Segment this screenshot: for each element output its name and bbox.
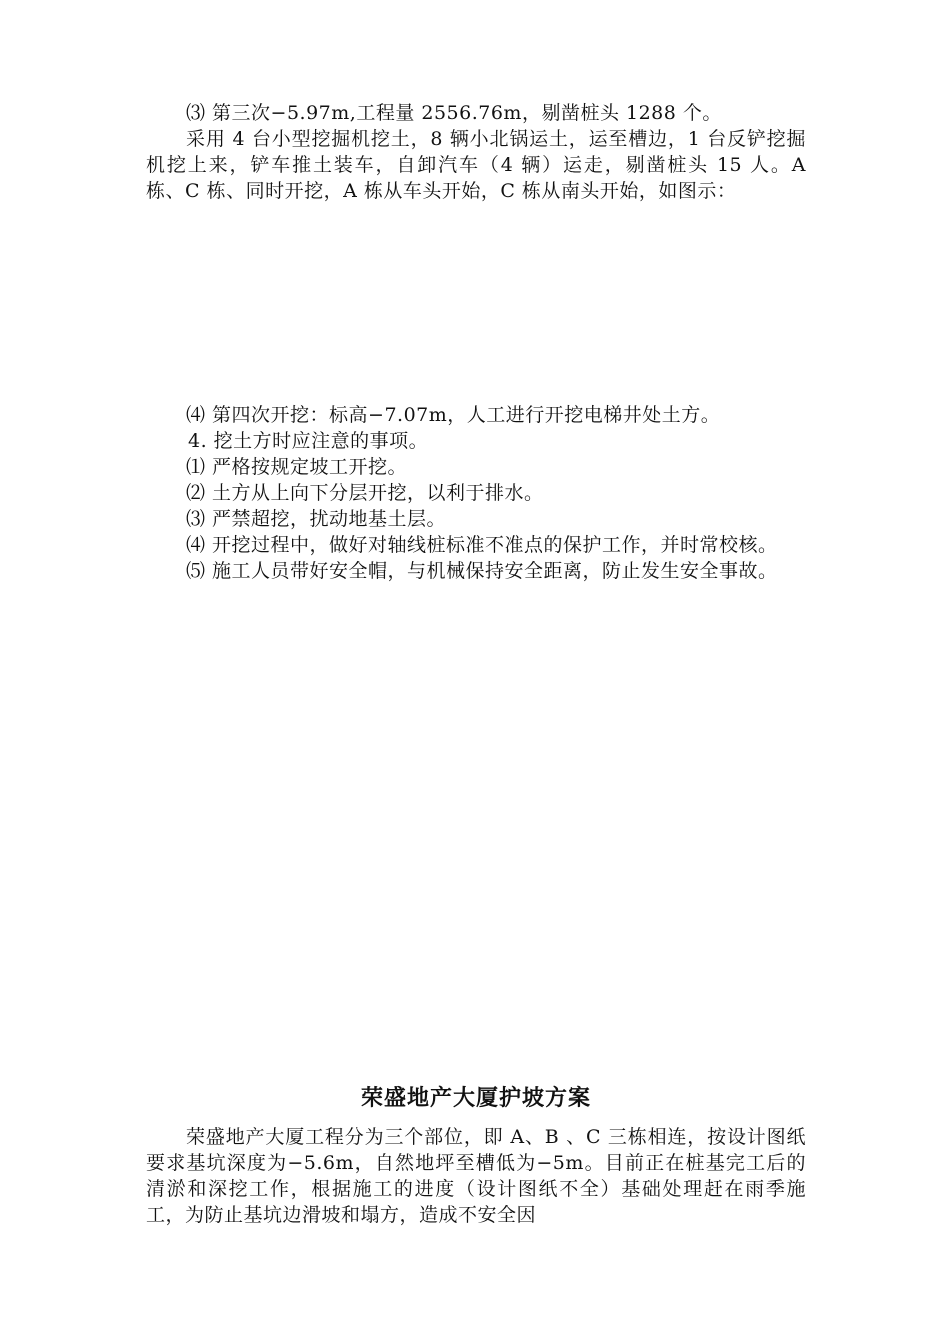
paragraph-note-2: ⑵ 土方从上向下分层开挖，以利于排水。	[186, 482, 544, 504]
paragraph-note-5: ⑸ 施工人员带好安全帽，与机械保持安全距离，防止发生安全事故。	[186, 560, 778, 582]
page-title: 荣盛地产大厦护坡方案	[360, 1086, 591, 1111]
paragraph-note-1: ⑴ 严格按规定坡工开挖。	[186, 456, 408, 478]
paragraph-equipment: 采用 4 台小型挖掘机挖土，8 辆小北锅运土，运至槽边，1 台反铲挖掘机挖上来，铲车推土装车，自卸汽车（4 辆）运走，剔凿桩头 15 人。A 栋、C 栋、同时开挖，A 栋从车头开始，C 栋从南头开始，如图示：	[146, 128, 806, 202]
excavation-third-stage	[146, 100, 806, 204]
paragraph-intro: 荣盛地产大厦工程分为三个部位，即 A、B 、C 三栋相连，按设计图纸要求基坑深度为−5.6m，自然地坪至槽低为−5m。目前正在桩基完工后的清淤和深挖工作，根据施工的进度（设计图纸不全）基础处理赶在雨季施工，为防止基坑边滑坡和塌方，造成不安全因	[146, 1126, 806, 1226]
excavation-notes	[146, 402, 806, 584]
paragraph-note-4: ⑷ 开挖过程中，做好对轴线桩标准不准点的保护工作，并时常校核。	[186, 534, 778, 556]
paragraph-notes-heading: 4. 挖土方时应注意的事项。	[188, 430, 429, 452]
paragraph-third-excavation: ⑶ 第三次−5.97m,工程量 2556.76m，剔凿桩头 1288 个。	[186, 102, 722, 124]
paragraph-fourth-excavation: ⑷ 第四次开挖：标高−7.07m，人工进行开挖电梯井处土方。	[186, 404, 721, 426]
slope-protection-intro	[146, 1124, 806, 1228]
figure-placeholder	[146, 235, 806, 395]
paragraph-note-3: ⑶ 严禁超挖，扰动地基土层。	[186, 508, 447, 530]
